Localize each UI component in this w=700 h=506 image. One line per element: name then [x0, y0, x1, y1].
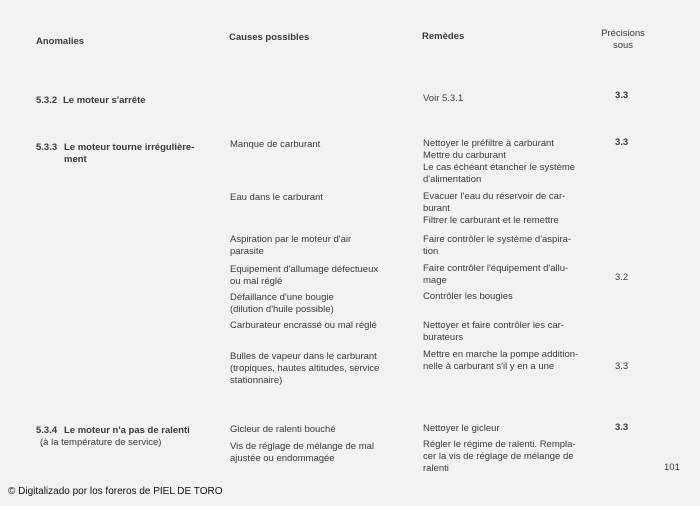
cause-text: Carburateur encrassé ou mal réglé [230, 320, 377, 331]
page-number: 101 [664, 462, 680, 473]
remedy-text: Voir 5.3.1 [423, 93, 464, 104]
cause-text: Manque de carburant [230, 139, 321, 150]
remedy-text: Nettoyer le gicleur [423, 423, 500, 434]
section-subtitle-5-3-4: (à la température de service) [40, 437, 162, 448]
section-number-5-3-2: 5.3.2 [36, 95, 58, 106]
remedy-text: Mettre en marche la pompe addition- nelle à carburant s'il y en a une [423, 349, 579, 372]
remedy-text: Evacuer l'eau du réservoir de car- burant Filtrer le carburant et le remettre [423, 191, 566, 226]
remedy-text: Faire contrôler l'équipement d'allu- mage [423, 263, 569, 286]
section-title-5-3-2: Le moteur s'arrête [63, 95, 146, 106]
reference-number: 3.2 [615, 272, 629, 283]
cause-text: Equipement d'allumage défectueux ou mal réglé [230, 264, 379, 287]
cause-text: Eau dans le carburant [230, 192, 323, 203]
remedy-text: Faire contrôler le système d'aspira- tion [423, 234, 572, 257]
reference-number: 3.3 [615, 422, 629, 433]
header-precisions: Précisions sous [601, 28, 645, 51]
remedy-text: Nettoyer le préfiltre à carburant Mettre du carburant Le cas échéant étancher le système d'alimentation [423, 138, 576, 185]
cause-text: Défaillance d'une bougie (dilution d'huile possible) [230, 292, 334, 315]
section-title-5-3-4: Le moteur n'a pas de ralenti [64, 425, 190, 436]
remedy-text: Nettoyer et faire contrôler les car- burateurs [423, 320, 564, 343]
reference-number: 3.3 [615, 361, 629, 372]
cause-text: Aspiration par le moteur d'air parasite [230, 234, 352, 257]
remedy-text: Régler le régime de ralenti. Rempla- cer la vis de réglage de mélange de ralenti [423, 439, 576, 474]
header-remedes: Remèdes [422, 31, 465, 42]
cause-text: Vis de réglage de mélange de mal ajustée ou endommagée [230, 441, 375, 464]
footer-credit: © Digitalizado por los foreros de PIEL DE TORO [8, 486, 223, 497]
header-anomalies: Anomalies [36, 36, 85, 47]
remedy-text: Contrôler les bougies [423, 291, 513, 302]
cause-text: Gicleur de ralenti bouché [230, 424, 336, 435]
cause-text: Bulles de vapeur dans le carburant (tropiques, hautes altitudes, service stationnaire) [230, 351, 380, 386]
header-causes: Causes possibles [229, 32, 310, 43]
section-number-5-3-3: 5.3.3 [36, 142, 58, 153]
section-title-5-3-3: Le moteur tourne irrégulière- ment [64, 142, 195, 165]
reference-number: 3.3 [615, 137, 629, 148]
reference-number: 3.3 [615, 90, 629, 101]
section-number-5-3-4: 5.3.4 [36, 425, 58, 436]
